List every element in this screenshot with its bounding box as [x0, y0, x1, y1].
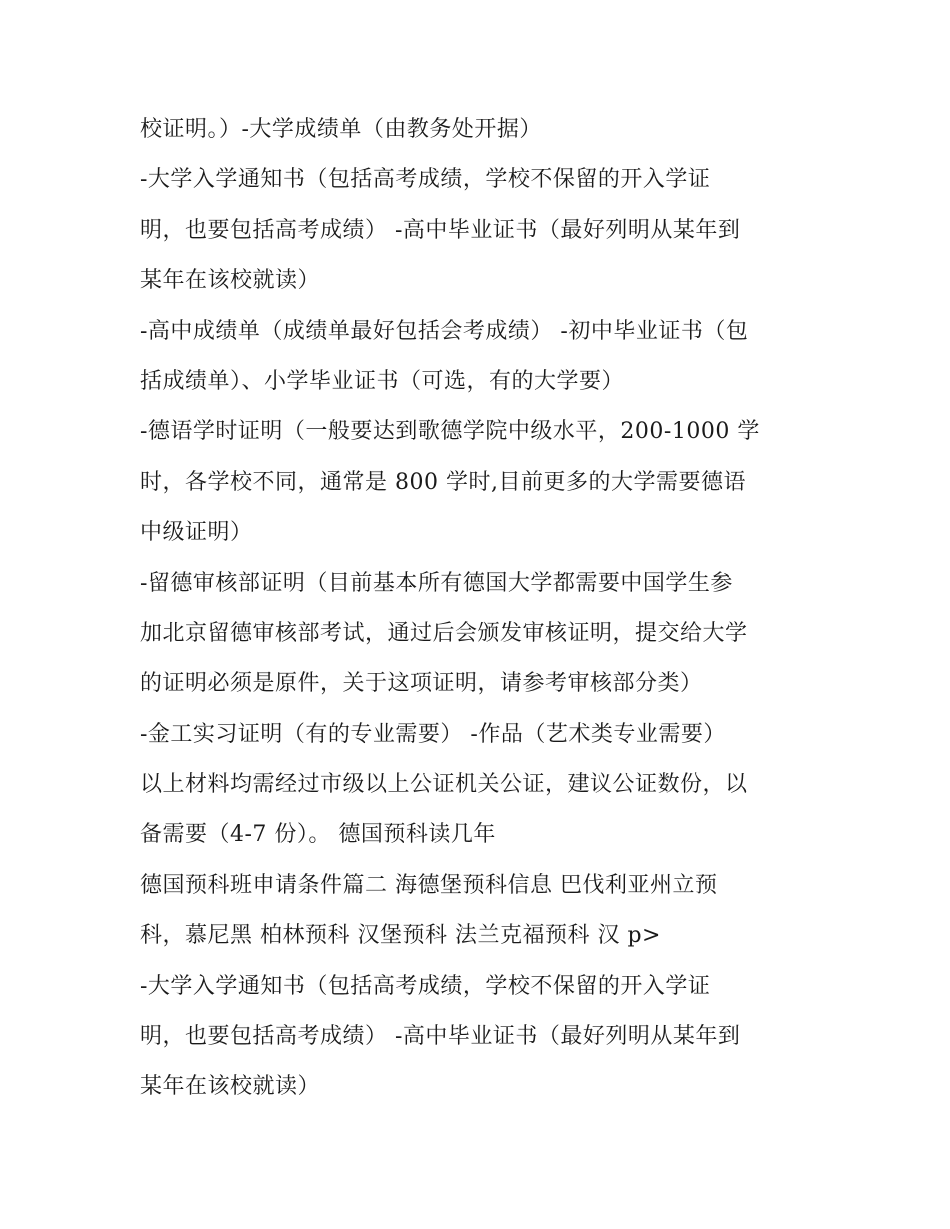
text-line: 加北京留德审核部考试，通过后会颁发审核证明，提交给大学	[140, 620, 748, 646]
text-line: 某年在该校就读）	[140, 268, 321, 294]
text-line: 括成绩单）、小学毕业证书（可选，有的大学要）	[140, 368, 625, 394]
text-line: 明，也要包括高考成绩） -高中毕业证书（最好列明从某年到	[140, 217, 741, 243]
text-line: -留德审核部证明（目前基本所有德国大学都需要中国学生参	[140, 570, 733, 596]
text-line: 某年在该校就读）	[140, 1074, 321, 1100]
text-line: 明，也要包括高考成绩） -高中毕业证书（最好列明从某年到	[140, 1024, 741, 1050]
text-line: 德国预科班申请条件篇二 海德堡预科信息 巴伐利亚州立预	[140, 872, 718, 898]
text-line: 以上材料均需经过市级以上公证机关公证，建议公证数份，以	[140, 772, 748, 798]
text-line: -高中成绩单（成绩单最好包括会考成绩） -初中毕业证书（包	[140, 318, 749, 344]
text-line: 科，慕尼黑 柏林预科 汉堡预科 法兰克福预科 汉 p>	[140, 923, 661, 949]
text-line: 的证明必须是原件，关于这项证明，请参考审核部分类）	[140, 671, 703, 697]
text-line: 中级证明）	[140, 520, 253, 546]
body-text	[140, 105, 830, 1113]
text-line: 备需要（4-7 份）。 德国预科读几年	[140, 822, 496, 848]
text-line: -德语学时证明（一般要达到歌德学院中级水平，200-1000 学	[140, 419, 760, 445]
text-line: -大学入学通知书（包括高考成绩，学校不保留的开入学证	[140, 167, 711, 193]
text-line: -金工实习证明（有的专业需要） -作品（艺术类专业需要）	[140, 721, 726, 747]
text-line: 时，各学校不同，通常是 800 学时,目前更多的大学需要德语	[140, 469, 746, 495]
text-line: -大学入学通知书（包括高考成绩，学校不保留的开入学证	[140, 973, 711, 999]
text-line: 校证明。）-大学成绩单（由教务处开据）	[140, 117, 542, 142]
